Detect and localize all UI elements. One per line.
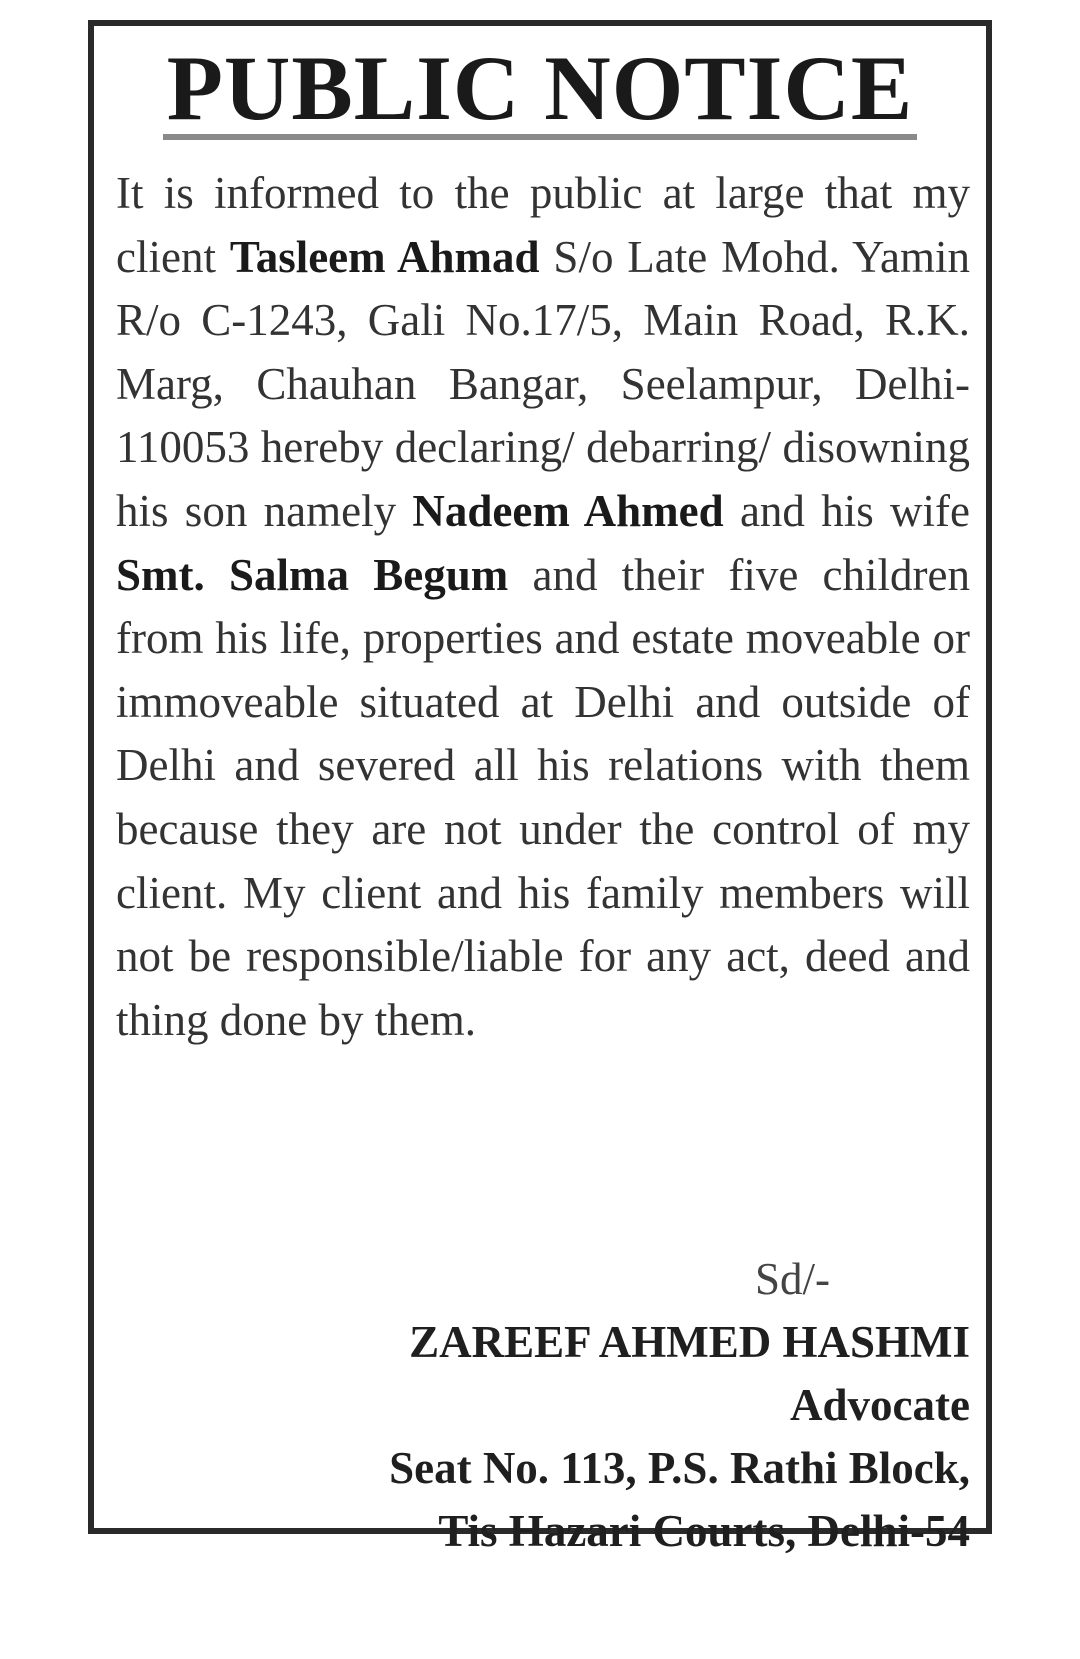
body-text-1: It is informed to the public at large that my client <box>116 168 970 282</box>
signature-block <box>389 1248 970 1563</box>
wife-name: Smt. Salma Begum <box>116 549 509 600</box>
notice-body <box>116 162 970 1052</box>
notice-title-row <box>94 38 986 140</box>
son-name: Nadeem Ahmed <box>412 485 724 536</box>
notice-title: PUBLIC NOTICE <box>163 42 918 140</box>
client-name: Tasleem Ahmad <box>229 231 540 282</box>
advocate-name: ZAREEF AHMED HASHMI <box>409 1317 970 1367</box>
address-line-1: Seat No. 113, P.S. Rathi Block, <box>389 1443 970 1493</box>
body-text-3: and his wife <box>723 485 970 536</box>
signature-sd: Sd/- <box>754 1254 830 1304</box>
body-text-4: and their five children from his life, properties and estate moveable or immoveable situated at Delhi and outside of Delhi and severed all his relations with them because they are not under the control of my client. My client and his family members will not be responsible/liable for any act, deed and thing done by them. <box>116 549 970 1045</box>
advocate-designation: Advocate <box>790 1380 970 1430</box>
public-notice-box <box>88 20 992 1556</box>
address-line-2: Tis Hazari Courts, Delhi-54 <box>438 1506 970 1556</box>
body-text-2: S/o Late Mohd. Yamin R/o C-1243, Gali No.17/5, Main Road, R.K. Marg, Chauhan Bangar, Seelampur, Delhi-110053 hereby declaring/ debarring/ disowning his son namely <box>116 231 970 536</box>
